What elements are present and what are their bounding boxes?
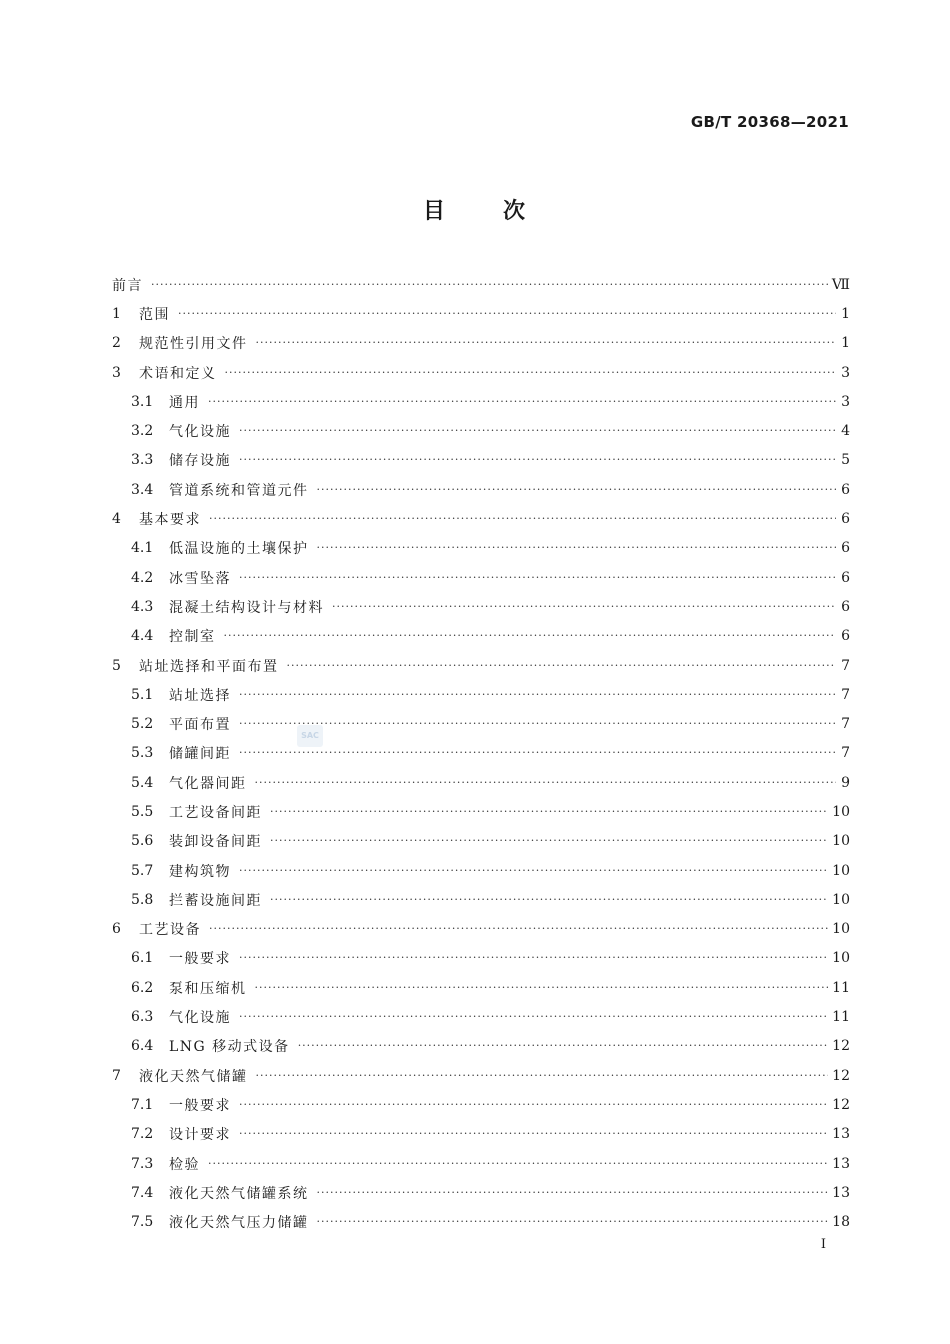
toc-entry-label: 站址选择 bbox=[169, 687, 231, 704]
toc-entry-page: 13 bbox=[832, 1155, 850, 1172]
toc-entry-number: 5.4 bbox=[131, 774, 154, 791]
toc-entry-label: LNG 移动式设备 bbox=[169, 1039, 290, 1056]
toc-entry[interactable] bbox=[112, 651, 850, 680]
toc-entry[interactable] bbox=[112, 1208, 850, 1237]
toc-entry-number: 4.1 bbox=[131, 540, 154, 557]
toc-leader-dots bbox=[239, 1098, 828, 1112]
toc-entry-page: 7 bbox=[841, 745, 850, 762]
toc-leader-dots bbox=[208, 1157, 828, 1171]
toc-entry-number: 7.1 bbox=[131, 1096, 154, 1113]
toc-entry-page: 10 bbox=[832, 921, 850, 938]
table-of-contents bbox=[112, 270, 850, 1237]
toc-entry-page: 12 bbox=[832, 1067, 850, 1084]
toc-entry-label: 泵和压缩机 bbox=[169, 980, 247, 997]
toc-entry-label: 平面布置 bbox=[169, 717, 231, 734]
toc-entry-page: Ⅶ bbox=[831, 276, 850, 293]
toc-leader-dots bbox=[317, 483, 837, 497]
toc-entry[interactable] bbox=[112, 270, 850, 299]
toc-entry-label: 通用 bbox=[169, 394, 200, 411]
toc-entry[interactable] bbox=[112, 739, 850, 768]
toc-entry[interactable] bbox=[112, 768, 850, 797]
toc-entry[interactable] bbox=[112, 680, 850, 709]
toc-entry[interactable] bbox=[112, 416, 850, 445]
toc-entry-page: 3 bbox=[841, 364, 850, 381]
toc-entry-label: 气化设施 bbox=[169, 424, 231, 441]
toc-entry-label: 储存设施 bbox=[169, 453, 231, 470]
toc-entry-page: 12 bbox=[832, 1038, 850, 1055]
toc-leader-dots bbox=[239, 951, 828, 965]
toc-entry-page: 3 bbox=[841, 393, 850, 410]
toc-entry-label: 气化器间距 bbox=[169, 775, 247, 792]
toc-entry-page: 1 bbox=[841, 335, 850, 352]
toc-entry-number: 4.4 bbox=[131, 628, 154, 645]
toc-entry[interactable] bbox=[112, 299, 850, 328]
sac-watermark-logo: SAC bbox=[297, 725, 323, 747]
toc-leader-dots bbox=[270, 834, 828, 848]
toc-entry-number: 3.1 bbox=[131, 393, 154, 410]
toc-entry-page: 7 bbox=[841, 657, 850, 674]
toc-entry[interactable] bbox=[112, 563, 850, 592]
toc-entry[interactable] bbox=[112, 622, 850, 651]
toc-entry[interactable] bbox=[112, 329, 850, 358]
toc-leader-dots bbox=[239, 1127, 828, 1141]
toc-entry-label: 液化天然气储罐 bbox=[139, 1068, 248, 1085]
toc-entry[interactable] bbox=[112, 885, 850, 914]
toc-entry-number: 3 bbox=[112, 364, 121, 381]
toc-leader-dots bbox=[255, 981, 829, 995]
page-title bbox=[0, 194, 950, 225]
toc-leader-dots bbox=[239, 717, 836, 731]
toc-entry-label: 混凝土结构设计与材料 bbox=[169, 599, 324, 616]
toc-entry[interactable] bbox=[112, 973, 850, 1002]
toc-entry-page: 11 bbox=[832, 1009, 850, 1026]
toc-entry-page: 1 bbox=[841, 305, 850, 322]
toc-leader-dots bbox=[225, 366, 837, 380]
toc-leader-dots bbox=[317, 541, 837, 555]
toc-entry-page: 10 bbox=[832, 891, 850, 908]
toc-entry-number: 4.3 bbox=[131, 598, 154, 615]
toc-entry-number: 1 bbox=[112, 305, 121, 322]
toc-leader-dots bbox=[209, 512, 836, 526]
toc-leader-dots bbox=[287, 659, 837, 673]
toc-entry-label: 工艺设备间距 bbox=[169, 804, 262, 821]
toc-entry-page: 6 bbox=[841, 511, 850, 528]
toc-entry-label: 拦蓄设施间距 bbox=[169, 892, 262, 909]
toc-entry-number: 7.4 bbox=[131, 1184, 154, 1201]
title-char-2: 次 bbox=[503, 199, 528, 224]
toc-leader-dots bbox=[209, 922, 828, 936]
toc-entry-number: 2 bbox=[112, 335, 121, 352]
toc-entry-page: 6 bbox=[841, 628, 850, 645]
toc-entry-number: 7.2 bbox=[131, 1126, 154, 1143]
toc-entry-number: 5.8 bbox=[131, 891, 154, 908]
toc-entry-page: 6 bbox=[841, 598, 850, 615]
standard-code: GB/T 20368—2021 bbox=[690, 113, 849, 131]
toc-leader-dots bbox=[239, 688, 836, 702]
toc-leader-dots bbox=[239, 453, 836, 467]
toc-entry-label: 设计要求 bbox=[169, 1127, 231, 1144]
toc-entry-number: 5.1 bbox=[131, 686, 154, 703]
toc-entry-label: 管道系统和管道元件 bbox=[169, 482, 309, 499]
toc-leader-dots bbox=[178, 307, 836, 321]
toc-entry-page: 4 bbox=[841, 423, 850, 440]
toc-entry-page: 6 bbox=[841, 569, 850, 586]
toc-leader-dots bbox=[332, 600, 836, 614]
toc-entry-number: 5 bbox=[112, 657, 121, 674]
toc-entry-number: 6.1 bbox=[131, 950, 154, 967]
toc-entry-label: 前言 bbox=[112, 277, 143, 294]
toc-entry-page: 10 bbox=[832, 950, 850, 967]
toc-entry-number: 5.6 bbox=[131, 833, 154, 850]
toc-entry-page: 11 bbox=[832, 979, 850, 996]
toc-entry-label: 基本要求 bbox=[139, 512, 201, 529]
toc-entry-label: 一般要求 bbox=[169, 951, 231, 968]
toc-entry-page: 12 bbox=[832, 1096, 850, 1113]
toc-entry-label: 检验 bbox=[169, 1156, 200, 1173]
toc-leader-dots bbox=[256, 1069, 829, 1083]
toc-entry-page: 6 bbox=[841, 481, 850, 498]
toc-entry-number: 6 bbox=[112, 921, 121, 938]
toc-entry-label: 冰雪坠落 bbox=[169, 570, 231, 587]
toc-entry[interactable] bbox=[112, 856, 850, 885]
toc-entry-number: 7.5 bbox=[131, 1214, 154, 1231]
toc-entry-label: 液化天然气储罐系统 bbox=[169, 1185, 309, 1202]
toc-entry[interactable] bbox=[112, 358, 850, 387]
toc-entry-number: 5.7 bbox=[131, 862, 154, 879]
toc-leader-dots bbox=[270, 805, 828, 819]
toc-entry-label: 规范性引用文件 bbox=[139, 336, 248, 353]
toc-entry-label: 建构筑物 bbox=[169, 863, 231, 880]
toc-entry-label: 气化设施 bbox=[169, 1010, 231, 1027]
toc-entry-page: 10 bbox=[832, 833, 850, 850]
toc-entry-label: 液化天然气压力储罐 bbox=[169, 1215, 309, 1232]
toc-entry-page: 6 bbox=[841, 540, 850, 557]
toc-entry[interactable] bbox=[112, 827, 850, 856]
toc-entry-number: 4 bbox=[112, 511, 121, 528]
toc-entry[interactable] bbox=[112, 387, 850, 416]
toc-entry-label: 工艺设备 bbox=[139, 922, 201, 939]
toc-leader-dots bbox=[317, 1215, 829, 1229]
toc-entry-label: 一般要求 bbox=[169, 1097, 231, 1114]
toc-entry[interactable] bbox=[112, 475, 850, 504]
toc-entry-page: 10 bbox=[832, 803, 850, 820]
toc-entry[interactable] bbox=[112, 446, 850, 475]
toc-entry-label: 术语和定义 bbox=[139, 365, 217, 382]
toc-entry-number: 6.2 bbox=[131, 979, 154, 996]
toc-entry-page: 7 bbox=[841, 686, 850, 703]
toc-entry-label: 站址选择和平面布置 bbox=[139, 658, 279, 675]
toc-leader-dots bbox=[298, 1039, 828, 1053]
toc-entry-label: 范围 bbox=[139, 306, 170, 323]
toc-entry-number: 3.4 bbox=[131, 481, 154, 498]
toc-entry[interactable] bbox=[112, 504, 850, 533]
title-char-1: 目 bbox=[422, 199, 447, 224]
toc-entry[interactable] bbox=[112, 1061, 850, 1090]
toc-entry-number: 4.2 bbox=[131, 569, 154, 586]
toc-entry-page: 9 bbox=[841, 774, 850, 791]
toc-leader-dots bbox=[151, 278, 828, 292]
toc-entry-number: 5.5 bbox=[131, 803, 154, 820]
toc-entry[interactable] bbox=[112, 709, 850, 738]
toc-entry[interactable] bbox=[112, 1120, 850, 1149]
toc-entry-number: 3.2 bbox=[131, 423, 154, 440]
toc-entry[interactable] bbox=[112, 1149, 850, 1178]
toc-leader-dots bbox=[317, 1186, 829, 1200]
toc-entry[interactable] bbox=[112, 534, 850, 563]
toc-leader-dots bbox=[239, 571, 836, 585]
toc-leader-dots bbox=[239, 424, 836, 438]
toc-entry[interactable] bbox=[112, 915, 850, 944]
toc-entry[interactable] bbox=[112, 592, 850, 621]
toc-entry-label: 装卸设备间距 bbox=[169, 834, 262, 851]
toc-entry-number: 5.3 bbox=[131, 745, 154, 762]
toc-leader-dots bbox=[255, 776, 837, 790]
toc-entry-number: 7 bbox=[112, 1067, 121, 1084]
toc-entry[interactable] bbox=[112, 1032, 850, 1061]
toc-entry-number: 7.3 bbox=[131, 1155, 154, 1172]
toc-leader-dots bbox=[208, 395, 836, 409]
toc-entry-number: 3.3 bbox=[131, 452, 154, 469]
toc-entry[interactable] bbox=[112, 1178, 850, 1207]
page-number: I bbox=[820, 1237, 826, 1252]
toc-entry[interactable] bbox=[112, 1002, 850, 1031]
toc-entry-page: 13 bbox=[832, 1184, 850, 1201]
toc-leader-dots bbox=[239, 864, 828, 878]
toc-entry-number: 6.4 bbox=[131, 1038, 154, 1055]
toc-entry[interactable] bbox=[112, 797, 850, 826]
toc-leader-dots bbox=[239, 1010, 828, 1024]
toc-entry-page: 18 bbox=[832, 1214, 850, 1231]
toc-entry-page: 5 bbox=[841, 452, 850, 469]
toc-entry[interactable] bbox=[112, 1090, 850, 1119]
toc-entry-label: 储罐间距 bbox=[169, 746, 231, 763]
toc-leader-dots bbox=[224, 629, 837, 643]
toc-entry-label: 低温设施的土壤保护 bbox=[169, 541, 309, 558]
toc-entry-label: 控制室 bbox=[169, 629, 216, 646]
toc-leader-dots bbox=[270, 893, 828, 907]
toc-entry-page: 10 bbox=[832, 862, 850, 879]
toc-entry[interactable] bbox=[112, 944, 850, 973]
toc-leader-dots bbox=[239, 746, 836, 760]
toc-entry-number: 5.2 bbox=[131, 716, 154, 733]
toc-entry-page: 7 bbox=[841, 716, 850, 733]
toc-entry-page: 13 bbox=[832, 1126, 850, 1143]
toc-leader-dots bbox=[256, 336, 837, 350]
toc-entry-number: 6.3 bbox=[131, 1009, 154, 1026]
